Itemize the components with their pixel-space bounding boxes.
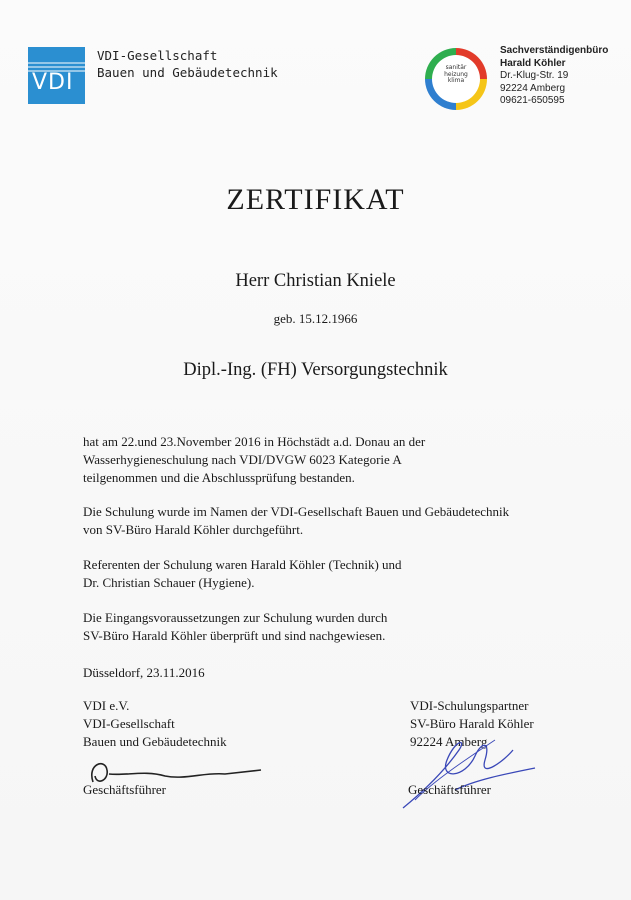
paragraph-prerequisites bbox=[83, 609, 387, 645]
signatory-line: VDI-Schulungspartner bbox=[410, 698, 529, 713]
vdi-organisation-name bbox=[97, 47, 278, 81]
signatory-line: SV-Büro Harald Köhler bbox=[410, 716, 534, 731]
office-city: 92224 Amberg bbox=[500, 82, 566, 94]
paragraph-training bbox=[83, 433, 425, 487]
signatory-line: VDI-Gesellschaft bbox=[83, 716, 175, 731]
paragraph-line: hat am 22.und 23.November 2016 in Höchstädt a.d. Donau an der bbox=[83, 434, 426, 449]
signatory-right-role: Geschäftsführer bbox=[408, 782, 492, 797]
signatory-left bbox=[83, 697, 227, 751]
signature-right-handwriting bbox=[395, 720, 545, 815]
paragraph-line: von SV-Büro Harald Köhler durchgeführt. bbox=[83, 522, 304, 537]
certificate-title: ZERTIFIKAT bbox=[226, 183, 405, 216]
office-owner: Harald Köhler bbox=[500, 57, 566, 69]
shk-seal-icon bbox=[425, 48, 487, 110]
org-line: VDI-Gesellschaft bbox=[97, 48, 218, 63]
paragraph-line: Dr. Christian Schauer (Hygiene). bbox=[83, 575, 255, 590]
signatory-line: VDI e.V. bbox=[83, 698, 130, 713]
paragraph-line: Referenten der Schulung waren Harald Köhler (Technik) und bbox=[83, 557, 402, 572]
signatory-line: 92224 Amberg bbox=[410, 734, 488, 749]
office-phone: 09621-650595 bbox=[500, 95, 565, 106]
paragraph-line: Die Eingangsvoraussetzungen zur Schulung wurden durch bbox=[83, 610, 388, 625]
recipient-name: Herr Christian Kniele bbox=[235, 271, 396, 291]
office-street: Dr.-Klug-Str. 19 bbox=[500, 70, 569, 81]
vdi-logo-text: VDI bbox=[32, 70, 74, 95]
paragraph-line: SV-Büro Harald Köhler überprüft und sind nachgewiesen. bbox=[83, 628, 386, 643]
seal-line: heizung bbox=[444, 70, 468, 78]
paragraph-line: Wasserhygieneschulung nach VDI/DVGW 6023 Kategorie A bbox=[83, 452, 402, 467]
office-address bbox=[500, 45, 608, 108]
paragraph-line: Die Schulung wurde im Namen der VDI-Gesellschaft Bauen und Gebäudetechnik bbox=[83, 504, 510, 519]
org-line: Bauen und Gebäudetechnik bbox=[97, 65, 278, 80]
vdi-logo bbox=[28, 47, 85, 104]
paragraph-organiser bbox=[83, 503, 509, 539]
paragraph-speakers bbox=[83, 556, 402, 592]
place-date: Düsseldorf, 23.11.2016 bbox=[83, 665, 205, 680]
recipient-degree: Dipl.-Ing. (FH) Versorgungstechnik bbox=[183, 360, 448, 380]
signatory-left-role: Geschäftsführer bbox=[83, 782, 167, 797]
recipient-birthdate: geb. 15.12.1966 bbox=[273, 311, 358, 326]
seal-line: sanitär bbox=[445, 64, 467, 71]
signatory-line: Bauen und Gebäudetechnik bbox=[83, 734, 227, 749]
paragraph-line: teilgenommen und die Abschlussprüfung bestanden. bbox=[83, 470, 355, 485]
seal-line: klima bbox=[447, 77, 465, 84]
office-name: Sachverständigenbüro bbox=[500, 45, 609, 56]
